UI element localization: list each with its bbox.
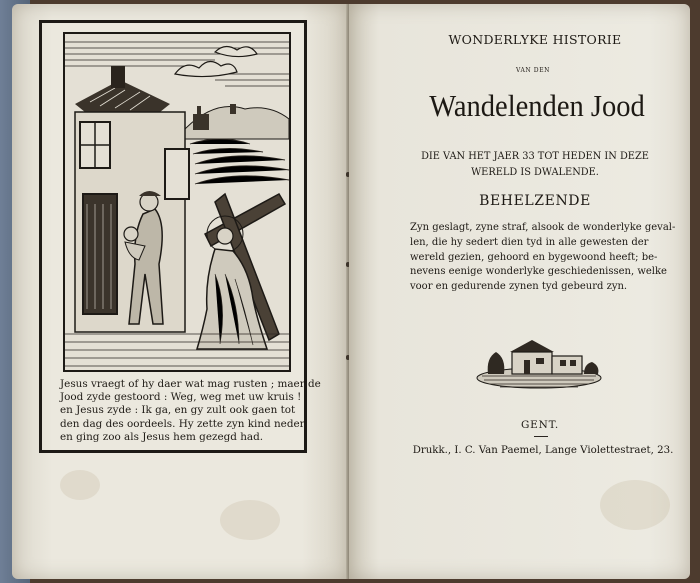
paragraph-line: Zyn geslagt, zyne straf, alsook de wonderlyke geval- bbox=[410, 222, 676, 233]
page-title: Wandelenden Jood bbox=[429, 88, 645, 123]
description-paragraph bbox=[410, 221, 676, 295]
paper-stain bbox=[220, 500, 280, 540]
paragraph-line: wereld gezien, gehoord en bygewoond heeft; be- bbox=[410, 251, 658, 263]
caption-line: den dag des oordeels. Hy zette zyn kind neder bbox=[60, 417, 305, 430]
section-heading: BEHELZENDE bbox=[479, 193, 591, 209]
illustration-caption bbox=[60, 378, 321, 444]
paragraph-line: voor en gedurende zynen tyd gebeurd zyn. bbox=[410, 281, 628, 293]
imprint-city: GENT. bbox=[520, 419, 560, 431]
paper-stain bbox=[600, 480, 670, 530]
caption-line: Jesus vraegt of hy daer wat mag rusten ; maer de bbox=[60, 378, 321, 390]
imprint-rule bbox=[534, 436, 548, 437]
caption-line: Jood zyde gestoord : Weg, weg met uw kruis ! bbox=[60, 391, 302, 404]
woodcut-illustration bbox=[63, 32, 291, 372]
header-wonderlyke-historie: WONDERLYKE HISTORIE bbox=[448, 32, 622, 47]
paper-stain bbox=[60, 470, 100, 500]
caption-line: en Jesus zyde : Ik ga, en gy zult ook gaen tot bbox=[60, 404, 296, 417]
printer-imprint: Drukk., I. C. Van Paemel, Lange Violettestraet, 23. bbox=[412, 445, 674, 456]
paragraph-line: len, die hy sedert dien tyd in alle gewesten der bbox=[410, 236, 649, 248]
connector-van-den: VAN DEN bbox=[515, 67, 551, 74]
woodcut-image bbox=[65, 34, 289, 370]
subtitle-line-1: DIE VAN HET JAER 33 TOT HEDEN IN DEZE bbox=[421, 151, 649, 162]
caption-line: en ging zoo als Jesus hem gezegd had. bbox=[60, 430, 264, 443]
subtitle-line-2: WERELD IS DWALENDE. bbox=[471, 167, 599, 178]
paragraph-line: nevens eenige wonderlyke geschiedenissen, welke bbox=[410, 266, 667, 278]
vignette-illustration bbox=[474, 330, 604, 392]
